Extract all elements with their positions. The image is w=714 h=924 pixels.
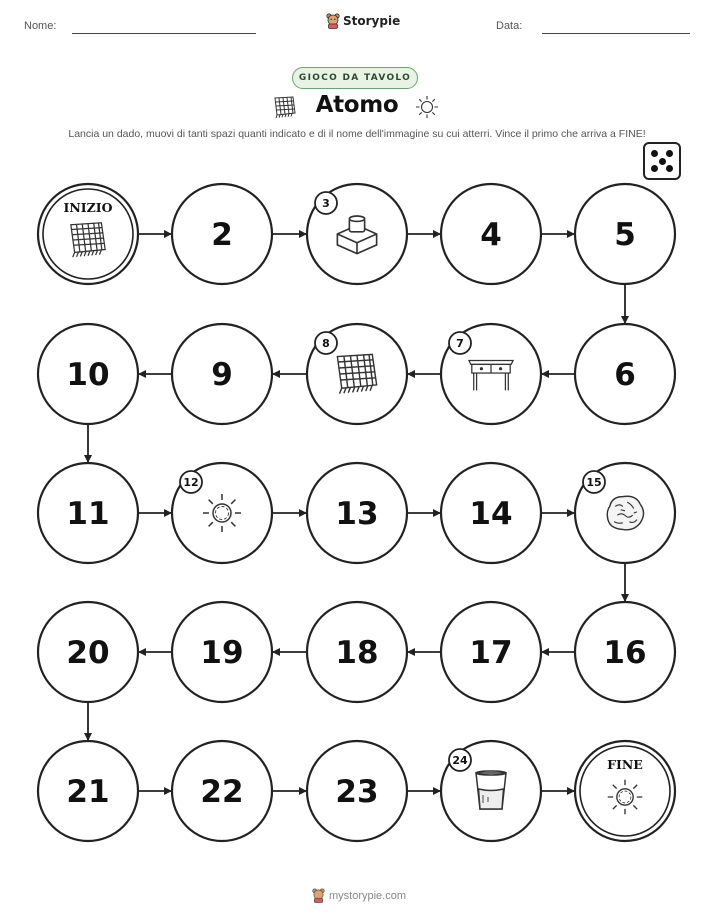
space-number: 22 bbox=[200, 774, 244, 810]
space-number: 24 bbox=[452, 754, 468, 767]
board-space-7[interactable] bbox=[441, 324, 541, 424]
space-circle bbox=[575, 741, 675, 841]
board-space-19[interactable] bbox=[172, 602, 272, 702]
board-space-4[interactable] bbox=[441, 184, 541, 284]
space-number: 15 bbox=[586, 476, 602, 489]
board-space-1[interactable] bbox=[38, 184, 138, 284]
board-space-16[interactable] bbox=[575, 602, 675, 702]
page-title: Atomo bbox=[315, 92, 399, 118]
board-space-21[interactable] bbox=[38, 741, 138, 841]
board-space-10[interactable] bbox=[38, 324, 138, 424]
space-number: 12 bbox=[183, 476, 199, 489]
brand-name: Storypie bbox=[343, 14, 401, 28]
space-number: 16 bbox=[603, 635, 647, 671]
space-number: 21 bbox=[66, 774, 110, 810]
board-space-12[interactable] bbox=[172, 463, 272, 563]
board-space-23[interactable] bbox=[307, 741, 407, 841]
board-space-18[interactable] bbox=[307, 602, 407, 702]
board-space-11[interactable] bbox=[38, 463, 138, 563]
board-space-2[interactable] bbox=[172, 184, 272, 284]
space-number: 17 bbox=[469, 635, 513, 671]
board-space-15[interactable] bbox=[575, 463, 675, 563]
space-number: 2 bbox=[211, 217, 233, 253]
board-space-14[interactable] bbox=[441, 463, 541, 563]
footer bbox=[312, 888, 406, 903]
space-number: 14 bbox=[469, 496, 513, 532]
instructions: Lancia un dado, muovi di tanti spazi quanti indicato e di il nome dell'immagine su cui atterri. Vince il primo che arriva a FINE! bbox=[68, 128, 646, 140]
rock-icon bbox=[607, 496, 643, 530]
space-number: 10 bbox=[66, 357, 110, 393]
board-space-24[interactable] bbox=[441, 741, 541, 841]
space-number: 4 bbox=[480, 217, 502, 253]
board-space-13[interactable] bbox=[307, 463, 407, 563]
space-number: 9 bbox=[211, 357, 233, 393]
board-space-22[interactable] bbox=[172, 741, 272, 841]
space-number: 8 bbox=[322, 337, 330, 350]
space-number: 7 bbox=[456, 337, 464, 350]
board-space-9[interactable] bbox=[172, 324, 272, 424]
board-space-3[interactable] bbox=[307, 184, 407, 284]
board-space-5[interactable] bbox=[575, 184, 675, 284]
space-number: 11 bbox=[66, 496, 110, 532]
space-number: 18 bbox=[335, 635, 379, 671]
board-space-25[interactable] bbox=[575, 741, 675, 841]
footer-url: mystorypie.com bbox=[329, 889, 407, 902]
board-space-6[interactable] bbox=[575, 324, 675, 424]
space-number: 19 bbox=[200, 635, 244, 671]
space-number: 5 bbox=[614, 217, 636, 253]
space-label: FINE bbox=[607, 757, 643, 772]
space-label: INIZIO bbox=[63, 200, 113, 215]
board-space-17[interactable] bbox=[441, 602, 541, 702]
storypie-bear-icon bbox=[312, 888, 325, 903]
name-label: Nome: bbox=[24, 20, 57, 32]
date-label: Data: bbox=[496, 20, 523, 32]
glass-icon bbox=[476, 771, 506, 809]
space-number: 23 bbox=[335, 774, 379, 810]
space-number: 20 bbox=[66, 635, 110, 671]
space-number: 13 bbox=[335, 496, 379, 532]
board-space-20[interactable] bbox=[38, 602, 138, 702]
space-number: 6 bbox=[614, 357, 636, 393]
space-number: 3 bbox=[322, 197, 330, 210]
game-type-badge: GIOCO DA TAVOLO bbox=[292, 67, 418, 89]
board-space-8[interactable] bbox=[307, 324, 407, 424]
